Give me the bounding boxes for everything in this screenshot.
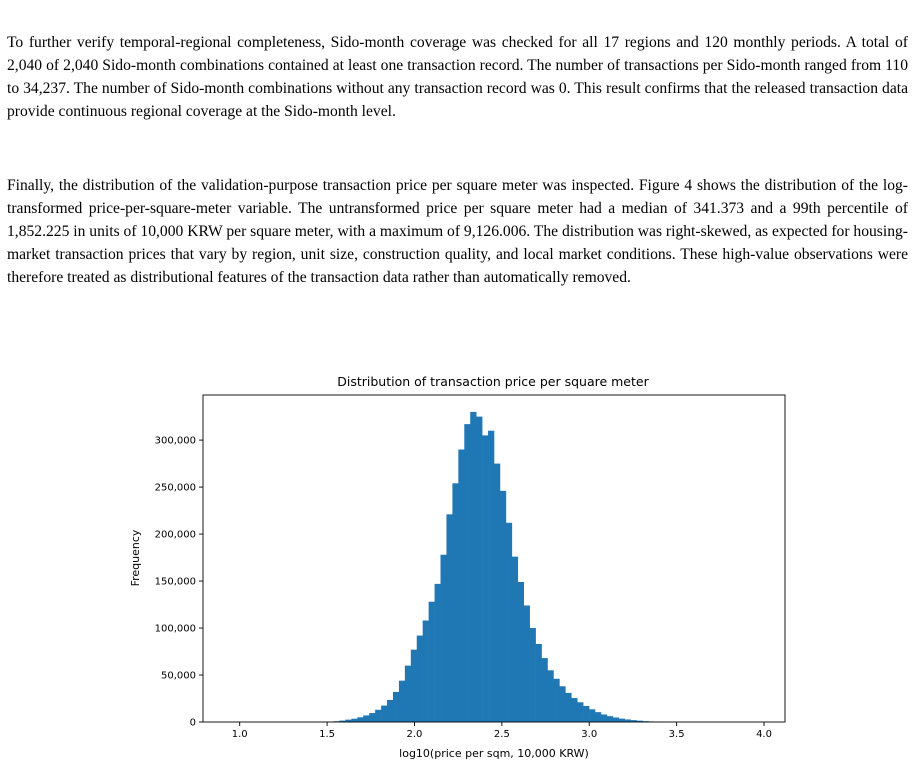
y-tick-label: 0	[189, 717, 196, 729]
y-tick-label: 150,000	[154, 576, 196, 588]
x-tick-label: 3.0	[581, 729, 598, 740]
histogram-bar	[357, 717, 363, 722]
histogram-bar	[452, 483, 458, 722]
histogram-bar	[482, 435, 488, 722]
histogram-bar	[601, 714, 607, 722]
histogram-bar	[553, 679, 559, 722]
histogram-bar	[363, 715, 369, 722]
histogram-bar	[536, 644, 542, 722]
x-axis-label: log10(price per sqm, 10,000 KRW)	[399, 747, 589, 760]
histogram-bar	[417, 636, 423, 722]
x-tick-label: 4.0	[756, 729, 772, 740]
histogram-bar	[607, 716, 613, 722]
paragraph-coverage: To further verify temporal-regional completeness, Sido-month coverage was checked for all 17 regions and 120 monthly periods. A total of 2,040 of 2,040 Sido-month combinations contained at least one transaction record. The number of transactions per Sido-month ranged from 110 to 34,237. The number of Sido-month combinations without any transaction record was 0. This result confirms that the released transaction data provide continuous regional coverage at the Sido-month level.	[7, 34, 908, 120]
histogram-bar	[583, 706, 589, 722]
histogram-bars	[328, 412, 709, 722]
histogram-bar	[476, 417, 482, 722]
chart-title: Distribution of transaction price per square meter	[337, 374, 649, 389]
histogram-bar	[441, 555, 447, 722]
y-tick-label: 200,000	[154, 529, 196, 541]
paragraph-distribution: Finally, the distribution of the validation-purpose transaction price per square meter was inspected. Figure 4 shows the distribution of the log-transformed price-per-square-meter variable. The untransformed price per square meter had a median of 341.373 and a 99th percentile of 1,852.225 in units of 10,000 KRW per square meter, with a maximum of 9,126.006. The distribution was right-skewed, as expected for housing-market transaction prices that vary by region, unit size, construction quality, and local market conditions. These high-value observations were therefore treated as distributional features of the transaction data rather than automatically removed.	[7, 177, 908, 286]
histogram-bar	[571, 698, 577, 722]
histogram-bar	[393, 692, 399, 722]
histogram-bar	[512, 557, 518, 722]
x-tick-label: 3.5	[668, 729, 685, 740]
histogram-bar	[351, 719, 357, 722]
histogram-bar	[411, 650, 417, 722]
histogram-bar	[530, 628, 536, 722]
histogram-bar	[375, 710, 381, 722]
histogram-bar	[435, 584, 441, 722]
histogram-bar	[399, 681, 405, 722]
histogram-bar	[619, 719, 625, 722]
histogram-bar	[381, 706, 387, 722]
histogram-bar	[542, 658, 548, 722]
x-axis-ticks	[232, 722, 772, 740]
histogram-bar	[470, 412, 476, 722]
histogram-bar	[405, 666, 411, 722]
y-tick-label: 300,000	[154, 435, 196, 447]
histogram-bar	[565, 693, 571, 722]
histogram-bar	[518, 582, 524, 722]
y-axis-label: Frequency	[129, 529, 142, 587]
histogram-bar	[595, 712, 601, 722]
histogram-bar	[464, 424, 470, 722]
x-tick-label: 1.5	[319, 729, 336, 740]
histogram-bar	[613, 717, 619, 722]
y-tick-label: 50,000	[161, 670, 196, 682]
histogram-bar	[387, 700, 393, 722]
histogram-bar	[369, 713, 375, 722]
histogram-bar	[506, 523, 512, 722]
histogram-bar	[524, 605, 530, 722]
histogram-bar	[429, 602, 435, 722]
x-tick-label: 1.0	[231, 729, 248, 740]
histogram-bar	[458, 450, 464, 723]
histogram-bar	[547, 670, 553, 722]
histogram-bar	[446, 514, 452, 722]
y-tick-label: 100,000	[154, 623, 196, 635]
x-tick-label: 2.5	[493, 729, 510, 740]
histogram-bar	[589, 709, 595, 722]
histogram-bar	[423, 621, 429, 722]
histogram-figure	[0, 370, 916, 766]
x-tick-label: 2.0	[406, 729, 423, 740]
histogram-bar	[500, 491, 506, 722]
y-tick-label: 250,000	[154, 482, 196, 494]
histogram-bar	[577, 702, 583, 722]
histogram-bar	[559, 686, 565, 722]
histogram-bar	[494, 464, 500, 722]
y-axis-ticks	[155, 436, 203, 729]
histogram-bar	[488, 431, 494, 722]
